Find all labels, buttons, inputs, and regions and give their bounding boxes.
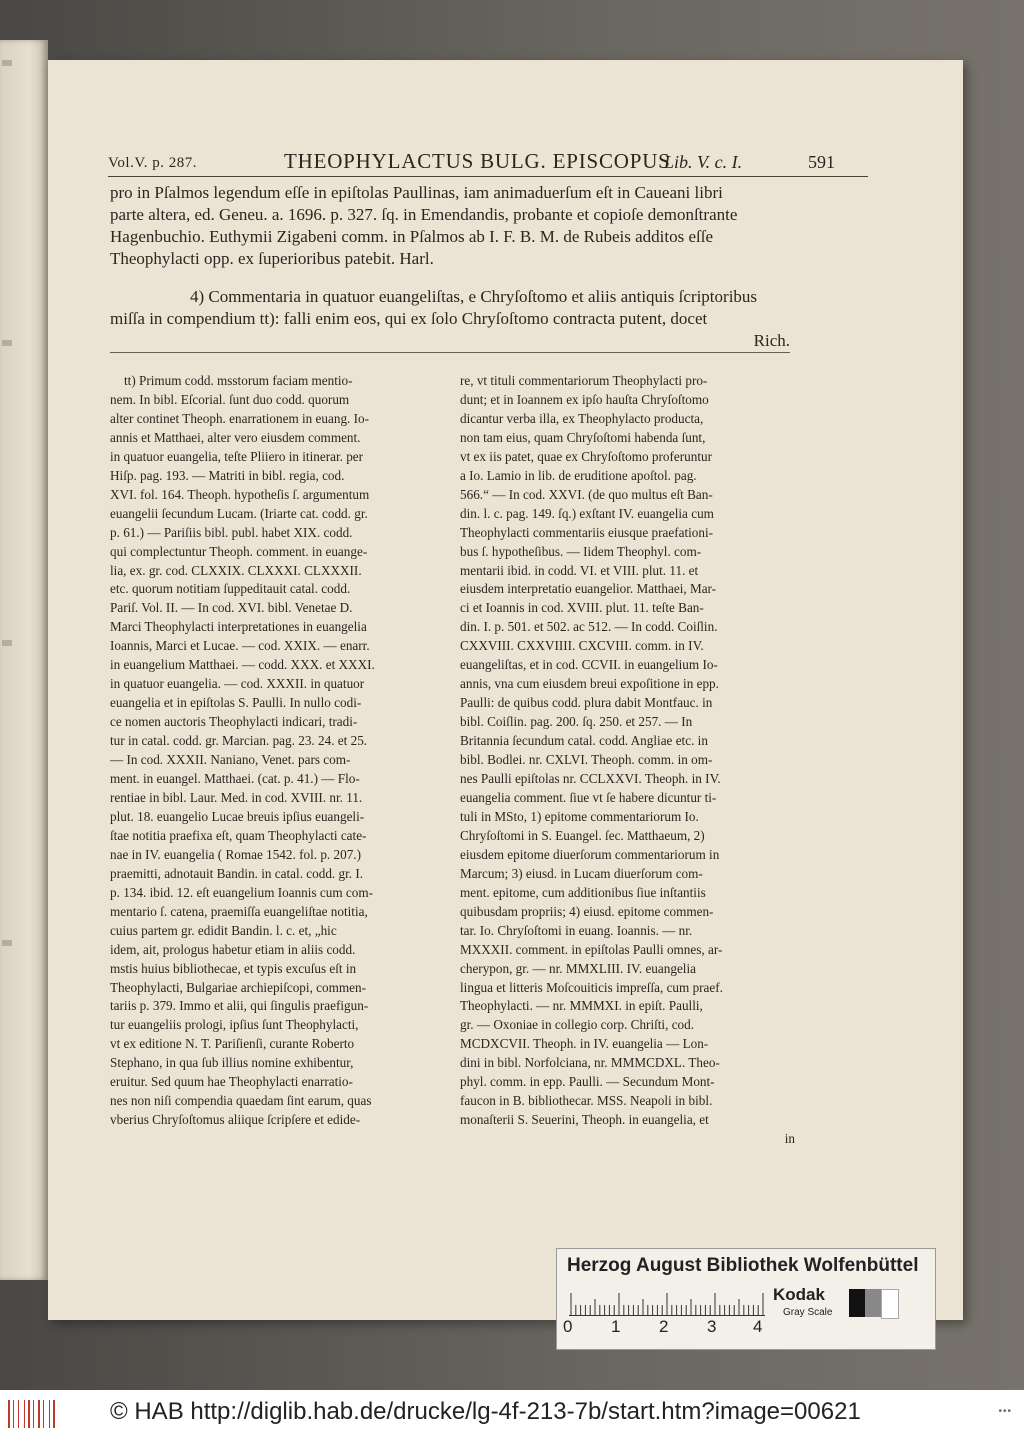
- barcode-bar: [28, 1400, 30, 1428]
- barcode-bar: [53, 1400, 55, 1428]
- text-line: nae in IV. euangelia ( Romae 1542. fol. p. 207.): [110, 846, 361, 862]
- text-line: eiusdem epitome diuerſorum commentariorum in: [460, 846, 720, 862]
- text-line: Britannia ſecundum catal. codd. Angliae etc. in: [460, 733, 708, 749]
- text-line: nes Paulli epiſtolas nr. CCLXXVI. Theoph. in IV.: [460, 771, 721, 787]
- barcode-bar: [38, 1400, 40, 1428]
- text-line: Theophylacti commentariis eiusque praefationi-: [460, 524, 714, 540]
- text-line: in quatuor euangelia, teſte Pliiero in itinerar. per: [110, 448, 364, 464]
- more-dots-icon[interactable]: •••: [998, 1406, 1012, 1417]
- text-line: non tam eius, quam Chryſoſtomi habenda ſunt,: [460, 429, 706, 445]
- left-page-mark: [2, 60, 12, 66]
- text-line: vberius Chryſoſtomus aliique ſcripſere et edide-: [110, 1112, 361, 1128]
- text-line: quibusdam propriis; 4) eiusd. epitome commen-: [460, 903, 714, 919]
- column-left: [110, 372, 445, 1130]
- text-line: 4) Commentaria in quatuor euangeliſtas, e Chryſoſtomo et aliis antiquis ſcriptoribus: [190, 287, 758, 306]
- text-line: lia, ex. gr. cod. CLXXIX. CLXXXI. CLXXXII.: [110, 562, 362, 578]
- text-line: qui complectuntur Theoph. comment. in euange-: [110, 543, 368, 559]
- text-line: MCDXCVII. Theoph. in IV. euangelia — Lon-: [460, 1036, 709, 1052]
- library-name: Herzog August Bibliothek Wolfenbüttel: [567, 1255, 919, 1276]
- barcode-bar: [49, 1400, 50, 1428]
- library-label: [556, 1248, 936, 1350]
- text-line: Hiſp. pag. 193. — Matriti in bibl. regia, cod.: [110, 467, 345, 483]
- barcode-bar: [8, 1400, 10, 1428]
- column-right: [460, 372, 795, 1149]
- text-line: Theophylacti opp. ex ſuperioribus patebit. Harl.: [110, 249, 434, 268]
- text-line: 566.“ — In cod. XXVI. (de quo multus eſt Ban-: [460, 486, 713, 502]
- text-line: mentarii ibid. in codd. VI. et VIII. plut. 11. et: [460, 562, 699, 578]
- text-line: vt ex editione N. T. Pariſienſi, curante Roberto: [110, 1036, 355, 1052]
- left-page-edge: [0, 40, 48, 1280]
- ruler-number: 0: [563, 1317, 573, 1336]
- text-line: ſtae notitia praefixa eſt, quam Theophylacti cate-: [110, 827, 367, 843]
- text-line: tt) Primum codd. msstorum faciam mentio-: [124, 373, 353, 388]
- text-line: annis, vna cum eiusdem breui expoſitione in epp.: [460, 676, 719, 692]
- text-line: lingua et litteris Moſcouiticis impreſſa, cum praef.: [460, 979, 723, 995]
- text-line: Theophylacti, Bulgariae archiepiſcopi, commen-: [110, 979, 366, 995]
- text-line: miſſa in compendium tt): falli enim eos, qui ex ſolo Chryſoſtomo contracta putent, docet: [110, 309, 708, 328]
- text-line: in euangelium Matthaei. — codd. XXX. et XXXI.: [110, 657, 375, 673]
- left-page-mark: [2, 640, 12, 646]
- volume-reference: Vol.V. p. 287.: [108, 155, 197, 171]
- text-line: Hagenbuchio. Euthymii Zigabeni comm. in Pſalmos ab I. F. B. M. de Rubeis additos eſſe: [110, 227, 714, 246]
- page-number: 591: [808, 152, 835, 172]
- gray-swatch-mid: [865, 1289, 881, 1317]
- ruler-ticks: [569, 1289, 765, 1315]
- gray-swatch-black: [849, 1289, 865, 1317]
- ruler-number: 3: [707, 1317, 717, 1336]
- section-divider: [110, 352, 790, 353]
- ruler-number: 1: [611, 1317, 621, 1336]
- text-line: mentario ſ. catena, praemiſſa euangeliſtae notitia,: [110, 903, 368, 919]
- text-line: CXXVIII. CXXVIIII. CXCVIII. comm. in IV.: [460, 638, 704, 654]
- gray-swatch-white: [881, 1289, 899, 1319]
- text-line: cuius partem gr. edidit Bandin. l. c. et, „hic: [110, 922, 337, 938]
- text-line: ment. epitome, cum additionibus ſiue inſtantiis: [460, 884, 706, 900]
- text-line: nes non niſi compendia quaedam ſint earum, quas: [110, 1093, 372, 1109]
- barcode-bar: [43, 1400, 44, 1428]
- text-line: Marci Theophylacti interpretationes in euangelia: [110, 619, 367, 635]
- text-line: vt ex iis patet, quae ex Chryſoſtomo proferuntur: [460, 448, 712, 464]
- text-line: bibl. Coiſlin. pag. 200. ſq. 250. et 257. — In: [460, 714, 693, 730]
- text-line: re, vt tituli commentariorum Theophylacti pro-: [460, 373, 708, 388]
- text-line: cherypon, gr. — nr. MMXLIII. IV. euangelia: [460, 960, 696, 976]
- text-line: a Io. Lamio in lib. de eruditione apoſtol. pag.: [460, 467, 697, 483]
- text-line: etc. quorum notitiam ſuppeditauit catal. codd.: [110, 581, 351, 597]
- text-line: pro in Pſalmos legendum eſſe in epiſtolas Paullinas, iam animaduerſum eſt in Caueani libri: [110, 183, 723, 202]
- text-line: parte altera, ed. Geneu. a. 1696. p. 327. ſq. in Emendandis, probante et copioſe demonſtrante: [110, 205, 738, 224]
- text-line: Marcum; 3) eiusd. in Lucam diuerſorum com-: [460, 865, 703, 881]
- text-line: tur in catal. codd. gr. Marcian. pag. 23. 24. et 25.: [110, 733, 368, 749]
- text-line: idem, ait, prologus habetur etiam in aliis codd.: [110, 941, 356, 957]
- text-line: euangelia et in epiſtolas S. Paulli. In nullo codi-: [110, 695, 362, 711]
- hab-barcode-icon: [8, 1400, 56, 1428]
- text-line: XVI. fol. 164. Theoph. hypotheſis ſ. argumentum: [110, 486, 370, 502]
- text-line: tur euangeliis prologi, ipſius ſunt Theophylacti,: [110, 1017, 359, 1033]
- text-line: euangeliſtas, et in cod. CCVII. in euangelium Io-: [460, 657, 718, 673]
- text-line: ment. in euangel. Matthaei. (cat. p. 41.) — Flo-: [110, 771, 360, 787]
- footer-bar: [0, 1390, 1024, 1440]
- text-line: eiusdem interpretatio euangelior. Matthaei, Mar-: [460, 581, 717, 597]
- text-line: dicantur verba illa, ex Theophylacto producta,: [460, 410, 704, 426]
- text-line: Paulli: de quibus codd. plura dabit Montfauc. in: [460, 695, 713, 711]
- copyright-url[interactable]: © HAB http://diglib.hab.de/drucke/lg-4f-213-7b/start.htm?image=00621: [110, 1398, 861, 1425]
- text-line: Ioannis, Marci et Lucae. — cod. XXIX. — enarr.: [110, 638, 370, 654]
- text-line: p. 134. ibid. 12. eſt euangelium Ioannis cum com-: [110, 884, 373, 900]
- text-line: euangelia comment. ſiue vt ſe habere dicuntur ti-: [460, 789, 717, 805]
- left-page-mark: [2, 340, 12, 346]
- text-line: dini in bibl. Norfolciana, nr. MMMCDXL. Theo-: [460, 1055, 720, 1071]
- text-line: tariis p. 379. Immo et alii, qui ſingulis praefigun-: [110, 998, 369, 1014]
- text-line: ci et Ioannis in cod. XVIII. plut. 11. teſte Ban-: [460, 600, 704, 616]
- ruler-number: 4: [753, 1317, 763, 1336]
- text-line: tuli in MSto, 1) epitome commentariorum Io.: [460, 808, 699, 824]
- text-line: Stephano, in qua ſub illius nomine exhibentur,: [110, 1055, 354, 1071]
- text-line: eruitur. Sed quum hae Theophylacti enarratio-: [110, 1074, 353, 1090]
- footnote-continuation: [110, 182, 790, 270]
- text-line: Theophylacti. — nr. MMMXI. in epiſt. Paulli,: [460, 998, 703, 1014]
- book-chapter-reference: Lib. V. c. I.: [664, 152, 743, 172]
- text-line: gr. — Oxoniae in collegio corp. Chriſti, cod.: [460, 1017, 695, 1033]
- left-page-mark: [2, 940, 12, 946]
- text-line: Rich.: [753, 331, 790, 350]
- text-line: plut. 18. euangelio Lucae breuis ipſius euangeli-: [110, 808, 365, 824]
- text-line: din. l. c. pag. 149. ſq.) exſtant IV. euangelia cum: [460, 505, 714, 521]
- text-line: bus ſ. hypotheſibus. — Iidem Theophyl. com-: [460, 543, 702, 559]
- book-page: [48, 60, 963, 1320]
- running-title: THEOPHYLACTUS BULG. EPISCOPUS: [284, 149, 671, 173]
- text-line: faucon in B. bibliothecar. MSS. Neapoli in bibl.: [460, 1093, 713, 1109]
- text-line: phyl. comm. in epp. Paulli. — Secundum Mont-: [460, 1074, 715, 1090]
- text-line: annis et Matthaei, alter vero eiusdem comment.: [110, 429, 361, 445]
- text-line: bibl. Bodlei. nr. CXLVI. Theoph. comm. in om-: [460, 752, 713, 768]
- text-line: MXXXII. comment. in epiſtolas Paulli omnes, ar-: [460, 941, 723, 957]
- text-line: nem. In bibl. Eſcorial. ſunt duo codd. quorum: [110, 391, 350, 407]
- kodak-logo: Kodak: [773, 1285, 825, 1304]
- text-line: din. I. p. 501. et 502. ac 512. — In codd. Coiſlin.: [460, 619, 718, 635]
- text-line: Pariſ. Vol. II. — In cod. XVI. bibl. Venetae D.: [110, 600, 353, 616]
- scale-ruler: [569, 1289, 765, 1316]
- barcode-bar: [33, 1400, 34, 1428]
- text-line: p. 61.) — Pariſiis bibl. publ. habet XIX. codd.: [110, 524, 353, 540]
- barcode-bar: [18, 1400, 19, 1428]
- page-content: [48, 60, 963, 1320]
- text-line: dunt; et in Ioannem ex ipſo hauſta Chryſoſtomo: [460, 391, 709, 407]
- barcode-bar: [13, 1400, 14, 1428]
- gray-scale-text: Gray Scale: [783, 1307, 833, 1318]
- text-line: monaſterii S. Seuerini, Theoph. in euangelia, et: [460, 1112, 709, 1128]
- text-line: tar. Io. Chryſoſtomi in euang. Ioannis. — nr.: [460, 922, 693, 938]
- text-line: mstis huius bibliothecae, et typis excuſus eſt in: [110, 960, 357, 976]
- text-line: alter continet Theoph. enarrationem in euang. Io-: [110, 410, 370, 426]
- text-line: ce nomen auctoris Theophylacti indicari, tradi-: [110, 714, 358, 730]
- footnote-four: [110, 286, 790, 352]
- text-line: euangelii ſecundum Lucam. (Iriarte cat. codd. gr.: [110, 505, 368, 521]
- running-header: [108, 142, 868, 177]
- barcode-bar: [24, 1400, 25, 1428]
- text-line: praemitti, adnotauit Bandin. in catal. codd. gr. I.: [110, 865, 364, 881]
- text-line: in: [784, 1131, 795, 1147]
- text-line: Chryſoſtomi in S. Euangel. ſec. Matthaeum, 2): [460, 827, 705, 843]
- text-line: — In cod. XXXII. Naniano, Venet. pars com-: [110, 752, 351, 768]
- ruler-number: 2: [659, 1317, 669, 1336]
- text-line: in quatuor euangelia. — cod. XXXII. in quatuor: [110, 676, 365, 692]
- text-line: rentiae in bibl. Laur. Med. in cod. XVIII. nr. 11.: [110, 789, 363, 805]
